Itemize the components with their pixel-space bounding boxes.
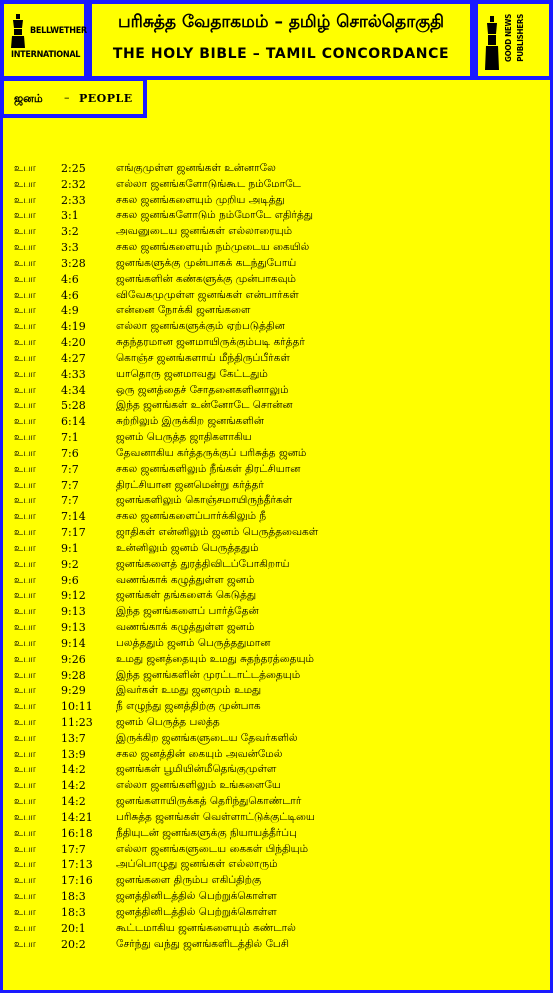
- entry-reference: 9:13: [61, 621, 86, 635]
- entry-text: கொஞ்ச ஜனங்களாய் மீந்திருப்பீர்கள்: [116, 351, 290, 364]
- entry-text: ஜனங்களின் கண்களுக்கு முன்பாகவும்: [116, 272, 296, 285]
- entry-reference: 9:13: [61, 605, 86, 619]
- entry-reference: 4:34: [61, 383, 86, 397]
- right-logo-line1: GOOD NEWS: [504, 14, 513, 62]
- entry-text: திரட்சியான ஜனமென்று கர்த்தர்: [116, 478, 264, 491]
- list-item: [0, 430, 553, 446]
- list-item: [0, 493, 553, 509]
- entry-reference: 4:6: [61, 288, 79, 302]
- entry-book: உபா: [14, 416, 36, 428]
- entry-text: ஒரு ஜனத்தைச் சோதனைகளினாலும்: [116, 383, 289, 396]
- entry-text: ஜனங்களாயிருக்கத் தெரிந்துகொண்டார்: [116, 795, 302, 808]
- entry-book: உபா: [14, 210, 36, 222]
- entry-book: உபா: [14, 622, 36, 634]
- entry-text: இவர்கள் உமது ஜனமும் உமது: [116, 684, 262, 697]
- entry-reference: 7:6: [61, 446, 79, 460]
- list-item: [0, 620, 553, 636]
- entry-book: உபா: [14, 463, 36, 475]
- list-item: [0, 794, 553, 810]
- entry-book: உபா: [14, 574, 36, 586]
- entry-reference: 3:1: [61, 209, 79, 223]
- list-item: [0, 288, 553, 304]
- topic-dash: –: [64, 91, 70, 104]
- list-item: [0, 208, 553, 224]
- list-item: [0, 699, 553, 715]
- list-item: [0, 446, 553, 462]
- list-item: [0, 351, 553, 367]
- entry-text: ஜாதிகள் என்னிலும் ஜனம் பெருத்தவைகள்: [116, 526, 319, 539]
- entry-book: உபா: [14, 685, 36, 697]
- list-item: [0, 303, 553, 319]
- entry-reference: 9:28: [61, 668, 86, 682]
- entry-book: உபா: [14, 400, 36, 412]
- entry-text: ஜனங்களைத் துரத்திவிடப்போகிறாய்: [116, 557, 290, 570]
- entry-book: உபா: [14, 163, 36, 174]
- entry-book: உபா: [14, 827, 36, 839]
- entry-book: உபா: [14, 194, 36, 206]
- entry-text: ஜனங்கள் தங்களைக் கெடுத்து: [116, 589, 257, 602]
- list-item: [0, 224, 553, 240]
- entry-text: இந்த ஜனங்களின் முரட்டாட்டத்தையும்: [116, 668, 301, 681]
- list-item: [0, 398, 553, 414]
- entry-text: எல்லா ஜனங்களிலும் உங்களையே: [116, 779, 281, 792]
- entry-reference: 11:23: [61, 715, 93, 729]
- entry-book: உபா: [14, 796, 36, 808]
- entry-text: எல்லா ஜனங்களுடைய கைகள் பிந்தியும்: [116, 842, 309, 855]
- entry-text: ஜனத்தினிடத்தில் பெற்றுக்கொள்ள: [116, 890, 277, 903]
- title-tamil: பரிசுத்த வேதாகமம் – தமிழ் சொல்தொகுதி: [117, 12, 445, 32]
- entry-reference: 9:26: [61, 652, 86, 666]
- list-item: [0, 367, 553, 383]
- left-logo-line1: BELLWETHER: [30, 26, 87, 36]
- entry-reference: 17:13: [61, 858, 93, 872]
- entry-book: உபா: [14, 558, 36, 570]
- entry-book: உபா: [14, 257, 36, 269]
- entry-reference: 9:6: [61, 573, 79, 587]
- entry-text: சகல ஜனங்களையும் நம்முடைய கையில்: [116, 241, 310, 254]
- entry-text: சுற்றிலும் இருக்கிற ஜனங்களின்: [116, 415, 265, 428]
- list-item: [0, 937, 553, 953]
- entry-book: உபா: [14, 606, 36, 618]
- entry-book: உபா: [14, 843, 36, 855]
- entry-text: தேவனாகிய கர்த்தருக்குப் பரிசுத்த ஜனம்: [116, 446, 307, 459]
- entry-reference: 14:2: [61, 779, 86, 793]
- entry-book: உபா: [14, 447, 36, 459]
- entry-reference: 3:28: [61, 256, 86, 270]
- list-item: [0, 509, 553, 525]
- header: [0, 0, 553, 80]
- list-item: [0, 256, 553, 272]
- entry-reference: 7:7: [61, 462, 79, 476]
- bell-tower-icon: [484, 14, 500, 70]
- list-item: [0, 478, 553, 494]
- list-item: [0, 778, 553, 794]
- entry-text: ஜனங்களிலும் கொஞ்சமாயிருந்தீர்கள்: [116, 494, 293, 507]
- entry-reference: 9:12: [61, 589, 86, 603]
- entry-book: உபா: [14, 368, 36, 380]
- entry-reference: 4:19: [61, 320, 86, 334]
- entry-book: உபா: [14, 732, 36, 744]
- entry-book: உபா: [14, 542, 36, 554]
- entry-book: உபா: [14, 590, 36, 602]
- bellwether-logo: [10, 12, 87, 68]
- entry-reference: 4:33: [61, 367, 86, 381]
- entry-book: உபா: [14, 479, 36, 491]
- entry-reference: 14:2: [61, 763, 86, 777]
- entry-text: சகல ஜனத்தின் கையும் அவன்மேல்: [116, 747, 283, 760]
- entry-reference: 7:7: [61, 494, 79, 508]
- topic-english: PEOPLE: [79, 92, 133, 105]
- entry-reference: 6:14: [61, 415, 86, 429]
- entry-reference: 2:32: [61, 177, 86, 191]
- entry-text: விவேகமுமுள்ள ஜனங்கள் என்பார்கள்: [116, 288, 299, 301]
- entry-reference: 14:21: [61, 810, 93, 824]
- entry-reference: 7:1: [61, 431, 79, 445]
- list-item: [0, 335, 553, 351]
- entry-book: உபா: [14, 226, 36, 238]
- entry-reference: 7:7: [61, 478, 79, 492]
- entry-text: யாதொரு ஜனமாவது கேட்டதும்: [116, 367, 268, 380]
- list-item: [0, 652, 553, 668]
- entry-book: உபா: [14, 859, 36, 871]
- entry-reference: 9:14: [61, 636, 86, 650]
- topic-tamil: ஜனம்: [14, 92, 43, 105]
- entry-text: உன்னிலும் ஜனம் பெருத்ததும்: [116, 541, 259, 554]
- entry-reference: 16:18: [61, 826, 93, 840]
- entry-text: எல்லா ஜனங்களுக்கும் ஏற்படுத்தின: [116, 320, 285, 333]
- entry-text: கூட்டமாகிய ஜனங்களையும் கண்டால்: [116, 921, 296, 934]
- entry-text: பலத்ததும் ஜனம் பெருத்ததுமான: [116, 636, 271, 649]
- list-item: [0, 193, 553, 209]
- list-item: [0, 873, 553, 889]
- entry-book: உபா: [14, 527, 36, 539]
- entry-text: எல்லா ஜனங்களோடுங்கூட நம்மோடே: [116, 177, 301, 190]
- entry-text: சுதந்தரமான ஜனமாயிருக்கும்படி கர்த்தர்: [116, 336, 305, 349]
- entry-book: உபா: [14, 432, 36, 444]
- entry-book: உபா: [14, 764, 36, 776]
- list-item: [0, 715, 553, 731]
- entry-book: உபா: [14, 922, 36, 934]
- entry-text: சகல ஜனங்களிலும் நீங்கள் திரட்சியான: [116, 462, 301, 475]
- list-item: [0, 762, 553, 778]
- entry-book: உபா: [14, 637, 36, 649]
- entry-reference: 18:3: [61, 890, 86, 904]
- list-item: [0, 826, 553, 842]
- entry-reference: 4:20: [61, 336, 86, 350]
- list-item: [0, 272, 553, 288]
- entry-text: ஜனத்தினிடத்தில் பெற்றுக்கொள்ள: [116, 905, 277, 918]
- list-item: [0, 668, 553, 684]
- list-item: [0, 889, 553, 905]
- entry-text: இந்த ஜனங்களைப் பார்த்தேன்: [116, 605, 259, 618]
- list-item: [0, 905, 553, 921]
- entry-reference: 13:9: [61, 747, 86, 761]
- entry-book: உபா: [14, 780, 36, 792]
- entry-reference: 4:9: [61, 304, 79, 318]
- entry-text: வணங்காக் கழுத்துள்ள ஜனம்: [116, 573, 255, 586]
- list-item: [0, 573, 553, 589]
- entry-book: உபா: [14, 242, 36, 254]
- entry-book: உபா: [14, 653, 36, 665]
- topic-heading: [0, 77, 147, 118]
- entry-book: உபா: [14, 384, 36, 396]
- list-item: [0, 240, 553, 256]
- entry-text: ஜனங்கள் பூமியின்மீதெங்குமுள்ள: [116, 763, 277, 776]
- entry-book: உபா: [14, 511, 36, 523]
- entry-text: நீதியுடன் ஜனங்களுக்கு நியாயத்தீர்ப்பு: [116, 826, 297, 839]
- entry-reference: 20:2: [61, 937, 86, 951]
- entry-book: உபா: [14, 337, 36, 349]
- entry-book: உபா: [14, 938, 36, 950]
- entry-reference: 20:1: [61, 921, 86, 935]
- list-item: [0, 810, 553, 826]
- entry-book: உபா: [14, 701, 36, 713]
- entry-book: உபா: [14, 748, 36, 760]
- entry-text: நீ எழுந்து ஜனத்திற்கு முன்பாக: [116, 700, 261, 713]
- entry-reference: 17:16: [61, 874, 93, 888]
- entry-reference: 4:27: [61, 351, 86, 365]
- list-item: [0, 747, 553, 763]
- list-item: [0, 383, 553, 399]
- entry-book: உபா: [14, 495, 36, 507]
- entry-text: இருக்கிற ஜனங்களுடைய தேவர்களில்: [116, 731, 298, 744]
- list-item: [0, 842, 553, 858]
- entry-text: எங்குமுள்ள ஜனங்கள் உன்னாலே: [116, 162, 276, 174]
- entry-text: சகல ஜனங்களைப்பார்க்கிலும் நீ: [116, 510, 267, 523]
- list-item: [0, 683, 553, 699]
- title-box: [88, 0, 474, 80]
- entry-reference: 9:2: [61, 557, 79, 571]
- concordance-list: [0, 161, 553, 952]
- entry-text: ஜனம் பெருத்த பலத்த: [116, 715, 220, 728]
- entry-text: உமது ஜனத்தையும் உமது சுதந்தரத்தையும்: [116, 652, 314, 665]
- list-item: [0, 731, 553, 747]
- entry-reference: 4:6: [61, 272, 79, 286]
- entry-text: ஜனங்களுக்கு முன்பாகக் கடந்துபோய்: [116, 256, 297, 269]
- entry-text: பரிசுத்த ஜனங்கள் வெள்ளாட்டுக்குட்டியை: [116, 810, 315, 823]
- entry-text: இந்த ஜனங்கள் உன்னோடே சொன்ன: [116, 399, 293, 412]
- title-english: THE HOLY BIBLE – TAMIL CONCORDANCE: [112, 46, 450, 62]
- list-item: [0, 319, 553, 335]
- good-news-logo: [484, 12, 543, 68]
- entry-reference: 13:7: [61, 731, 86, 745]
- list-item: [0, 557, 553, 573]
- entry-book: உபா: [14, 178, 36, 190]
- entry-text: ஜனங்களை திரும்ப எகிப்திற்கு: [116, 874, 262, 887]
- entry-text: சகல ஜனங்களோடும் நம்மோடே எதிர்த்து: [116, 209, 313, 222]
- entry-text: என்னை நோக்கி ஜனங்களை: [116, 304, 251, 317]
- entry-book: உபா: [14, 716, 36, 728]
- entry-reference: 7:14: [61, 510, 86, 524]
- right-logo-box: [474, 0, 553, 80]
- list-item: [0, 462, 553, 478]
- entry-text: சேர்ந்து வந்து ஜனங்களிடத்தில் பேசி: [116, 937, 289, 950]
- list-item: [0, 921, 553, 937]
- entry-reference: 7:17: [61, 526, 86, 540]
- entry-book: உபா: [14, 321, 36, 333]
- entry-reference: 17:7: [61, 842, 86, 856]
- entry-reference: 5:28: [61, 399, 86, 413]
- list-item: [0, 161, 553, 177]
- entry-book: உபா: [14, 811, 36, 823]
- entry-reference: 2:33: [61, 193, 86, 207]
- entry-book: உபா: [14, 273, 36, 285]
- list-item: [0, 414, 553, 430]
- entry-text: அவனுடைய ஜனங்கள் எல்லாரையும்: [116, 225, 293, 238]
- list-item: [0, 541, 553, 557]
- right-logo-line2: PUBLISHERS: [516, 14, 525, 62]
- entry-reference: 10:11: [61, 700, 93, 714]
- entry-text: அப்பொழுது ஜனங்கள் எல்லாரும்: [116, 858, 278, 871]
- list-item: [0, 525, 553, 541]
- entry-reference: 2:25: [61, 162, 86, 175]
- entry-reference: 9:29: [61, 684, 86, 698]
- list-item: [0, 857, 553, 873]
- entry-book: உபா: [14, 875, 36, 887]
- entry-reference: 18:3: [61, 905, 86, 919]
- entry-reference: 14:2: [61, 795, 86, 809]
- entry-book: உபா: [14, 891, 36, 903]
- left-logo-line2: INTERNATIONAL: [11, 50, 81, 60]
- left-logo-box: [0, 0, 88, 80]
- entry-reference: 3:2: [61, 225, 79, 239]
- entry-reference: 9:1: [61, 541, 79, 555]
- entry-book: உபா: [14, 669, 36, 681]
- entry-text: சகல ஜனங்களையும் முறிய அடித்து: [116, 193, 285, 206]
- list-item: [0, 636, 553, 652]
- entry-text: வணங்காக் கழுத்துள்ள ஜனம்: [116, 621, 255, 634]
- entry-text: ஜனம் பெருத்த ஜாதிகளாகிய: [116, 431, 252, 444]
- entry-book: உபா: [14, 289, 36, 301]
- list-item: [0, 588, 553, 604]
- entry-book: உபா: [14, 352, 36, 364]
- entry-reference: 3:3: [61, 241, 79, 255]
- bell-tower-icon: [10, 14, 26, 48]
- list-item: [0, 177, 553, 193]
- entry-book: உபா: [14, 906, 36, 918]
- entry-book: உபா: [14, 305, 36, 317]
- list-item: [0, 604, 553, 620]
